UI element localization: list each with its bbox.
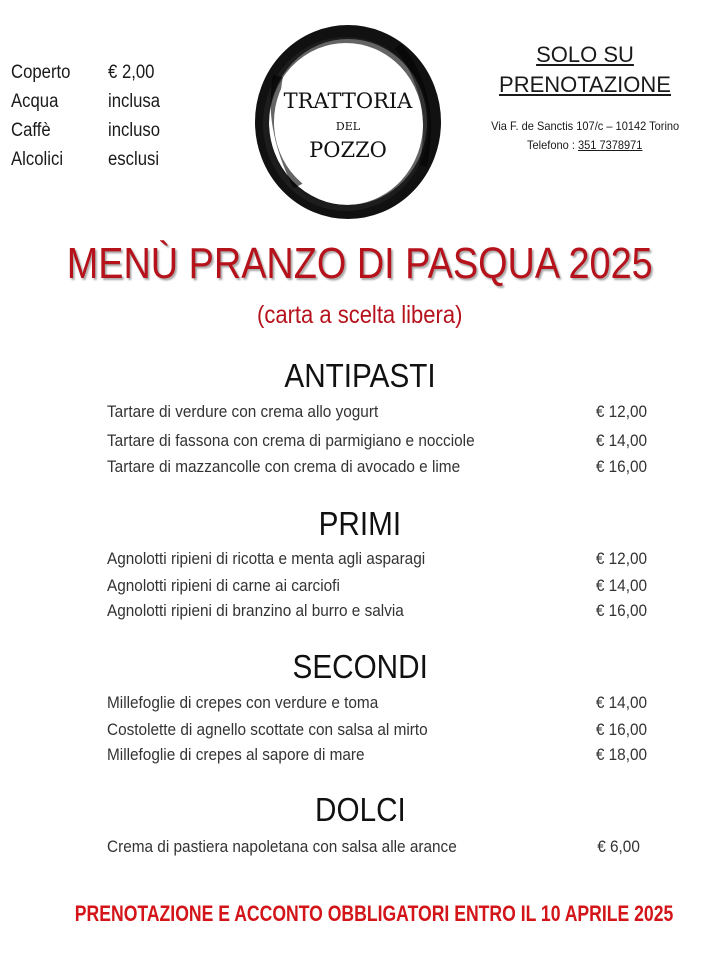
trattoria-logo (248, 16, 448, 228)
menu-item-price: € 14,00 (595, 577, 647, 595)
info-value: € 2,00 (108, 62, 155, 83)
info-value: esclusi (108, 149, 160, 170)
phone-number[interactable]: 351 7378971 (578, 138, 643, 152)
menu-item-price: € 12,00 (595, 550, 647, 568)
info-label: Alcolici (11, 149, 64, 170)
menu-item-price: € 14,00 (595, 432, 647, 450)
menu-item (107, 598, 647, 624)
menu-item (107, 690, 647, 716)
booking-line-1: SOLO SU (536, 42, 634, 67)
booking-line-2: PRENOTAZIONE (499, 72, 671, 97)
menu-item-name: Crema di pastiera napoletana con salsa alle arance (107, 838, 457, 856)
menu-item-name: Millefoglie di crepes con verdure e toma (107, 694, 379, 712)
menu-item-name: Tartare di mazzancolle con crema di avocado e lime (107, 458, 461, 476)
footer-notice: PRENOTAZIONE E ACCONTO OBBLIGATORI ENTRO IL 10 APRILE 2025 (74, 901, 674, 926)
section-title-secondi: SECONDI (292, 648, 428, 685)
info-label: Acqua (11, 91, 59, 112)
menu-title: MENÙ PRANZO DI PASQUA 2025 (66, 239, 653, 288)
section-title-primi: PRIMI (318, 505, 402, 542)
menu-item (107, 717, 647, 743)
menu-item-name: Costolette di agnello scottate con salsa al mirto (107, 721, 428, 739)
menu-item-name: Agnolotti ripieni di branzino al burro e salvia (107, 602, 404, 620)
booking-notice (470, 40, 700, 100)
menu-item-price: € 18,00 (595, 746, 647, 764)
phone (470, 136, 700, 154)
menu-item-name: Agnolotti ripieni di ricotta e menta agli asparagi (107, 550, 426, 568)
info-label: Coperto (11, 62, 71, 83)
menu-item-price: € 16,00 (595, 721, 647, 739)
menu-item-name: Tartare di verdure con crema allo yogurt (107, 403, 379, 421)
booking-block (470, 40, 700, 154)
address: Via F. de Sanctis 107/c – 10142 Torino (490, 119, 680, 133)
menu-item-price: € 6,00 (597, 838, 640, 856)
section-title-dolci: DOLCI (314, 791, 406, 828)
menu-item-name: Agnolotti ripieni di carne ai carciofi (107, 577, 340, 595)
info-label: Caffè (11, 120, 51, 141)
menu-item-name: Tartare di fassona con crema di parmigiano e nocciole (107, 432, 475, 450)
menu-item (107, 742, 647, 768)
menu-item-price: € 12,00 (595, 403, 647, 421)
info-value: incluso (108, 120, 161, 141)
logo-text-trattoria: TRATTORIA (283, 89, 413, 113)
menu-subtitle: (carta a scelta libera) (257, 301, 463, 329)
menu-item-price: € 16,00 (595, 602, 647, 620)
menu-item (107, 834, 640, 860)
menu-item-price: € 16,00 (595, 458, 647, 476)
menu-item (107, 454, 647, 480)
phone-label: Telefono : (527, 138, 579, 152)
menu-item-name: Millefoglie di crepes al sapore di mare (107, 746, 365, 764)
info-value: inclusa (108, 91, 161, 112)
section-title-antipasti: ANTIPASTI (284, 357, 436, 394)
logo-text-pozzo: POZZO (309, 138, 387, 162)
menu-item (107, 573, 647, 599)
menu-item (107, 428, 647, 454)
menu-item (107, 399, 647, 425)
menu-item (107, 546, 647, 572)
menu-item-price: € 14,00 (595, 694, 647, 712)
logo-text-del: DEL (335, 120, 361, 133)
